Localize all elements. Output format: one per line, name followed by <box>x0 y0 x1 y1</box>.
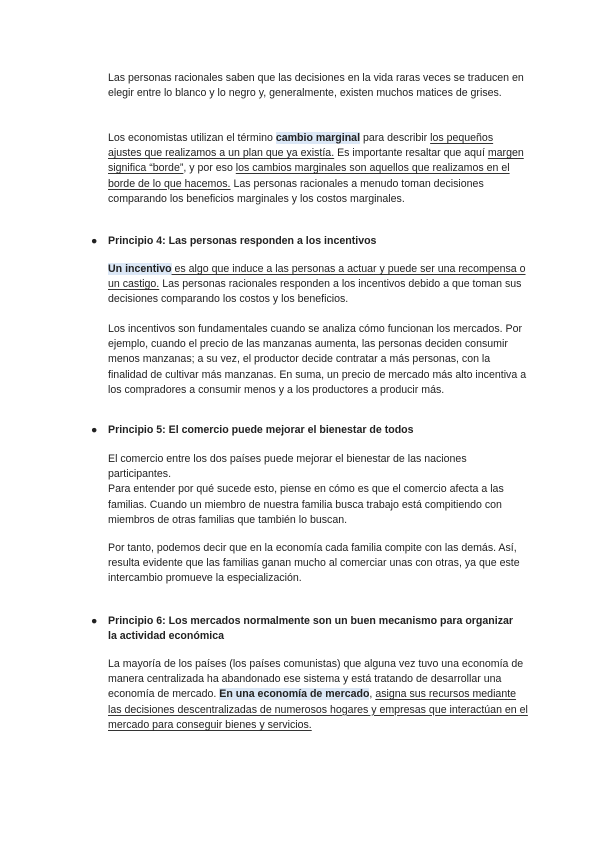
underlined-text: margen significa “borde” <box>108 147 524 175</box>
paragraph-text: Las personas racionales saben que las decisiones en la vida raras veces se traducen en elegir entre lo blanco y lo negro y, generalmente, existen muchos matices de grises. <box>108 72 524 100</box>
paragraph-text: El comercio entre los dos países puede mejorar el bienestar de las naciones participantes. <box>108 453 467 481</box>
principle-4-heading <box>91 234 531 249</box>
paragraph-text: Los incentivos son fundamentales cuando se analiza cómo funcionan los mercados. Por ejemplo, cuando el precio de las manzanas aumenta, las personas deciden consumir menos manzanas; a su vez, el productor decide contratar a más personas, con la finalidad de cultivar más manzanas. En suma, un precio de mercado más alto incentiva a los compradores a consumir menos y a los productores a producir más. <box>108 323 527 396</box>
paragraph-text: Para entender por qué sucede esto, piense en cómo es que el comercio afecta a las familias. Cuando un miembro de nuestra familia busca trabajo está compitiendo con miembros de otras familias que también lo buscan. <box>108 483 504 526</box>
highlighted-term-economia-de-mercado: En una economía de mercado <box>219 688 370 701</box>
underlined-text: asigna sus recursos mediante las decisiones descentralizadas de numerosos hogares y empresas que interactúan en el mercado para conseguir bienes y servicios. <box>108 688 528 731</box>
paragraph-text: Por tanto, podemos decir que en la economía cada familia compite con las demás. Así, resulta evidente que las familias ganan mucho al comerciar unas con otras, ya que este intercambio promueve la especialización. <box>108 542 520 585</box>
heading-text: Principio 4: Las personas responden a los incentivos <box>108 235 377 247</box>
paragraph-market-economy <box>108 657 528 733</box>
paragraph-incentive-definition <box>108 262 528 308</box>
paragraph-family-competition <box>108 541 528 587</box>
paragraph-trade-welfare <box>108 452 528 528</box>
text-run: Es importante resaltar que aquí <box>334 147 488 160</box>
text-run: Los economistas utilizan el término <box>108 132 276 144</box>
underlined-text: los pequeños ajustes que realizamos a un plan que ya existía. <box>108 132 494 160</box>
highlighted-term-cambio-marginal: cambio marginal <box>275 132 361 144</box>
text-run: , <box>369 688 376 701</box>
text-run: La mayoría de los países (los países comunistas) que alguna vez tuvo una economía de manera centralizada ha abandonado ese sistema y está tratando de desarrollar una economía de mercado. <box>108 658 524 701</box>
principle-6-heading <box>91 614 531 644</box>
text-run: Las personas racionales responden a los incentivos debido a que toman sus decisiones comparando los costos y los beneficios. <box>108 278 522 306</box>
text-run: Las personas racionales a menudo toman decisiones comparando los beneficios marginales y los costos marginales. <box>108 177 484 205</box>
paragraph-marginal-change <box>108 131 528 207</box>
paragraph-incentives-markets <box>108 322 528 398</box>
heading-text: Principio 6: Los mercados normalmente son un buen mecanismo para organizar la actividad económica <box>108 615 514 643</box>
principle-5-heading <box>91 423 531 438</box>
paragraph-rational-decisions <box>108 71 528 101</box>
underlined-text: es algo que induce a las personas a actuar y puede ser una recompensa o un castigo. <box>108 263 526 291</box>
text-run: para describir <box>360 132 431 144</box>
bullet-icon: ● <box>91 615 98 627</box>
bullet-icon: ● <box>91 235 98 247</box>
underlined-text: los cambios marginales son aquellos que realizamos en el borde de lo que hacemos. <box>108 162 510 190</box>
bullet-icon: ● <box>91 424 98 436</box>
heading-text: Principio 5: El comercio puede mejorar el bienestar de todos <box>108 424 414 436</box>
highlighted-term-incentivo: Un incentivo <box>108 263 172 275</box>
text-run: , y por eso <box>183 162 236 175</box>
